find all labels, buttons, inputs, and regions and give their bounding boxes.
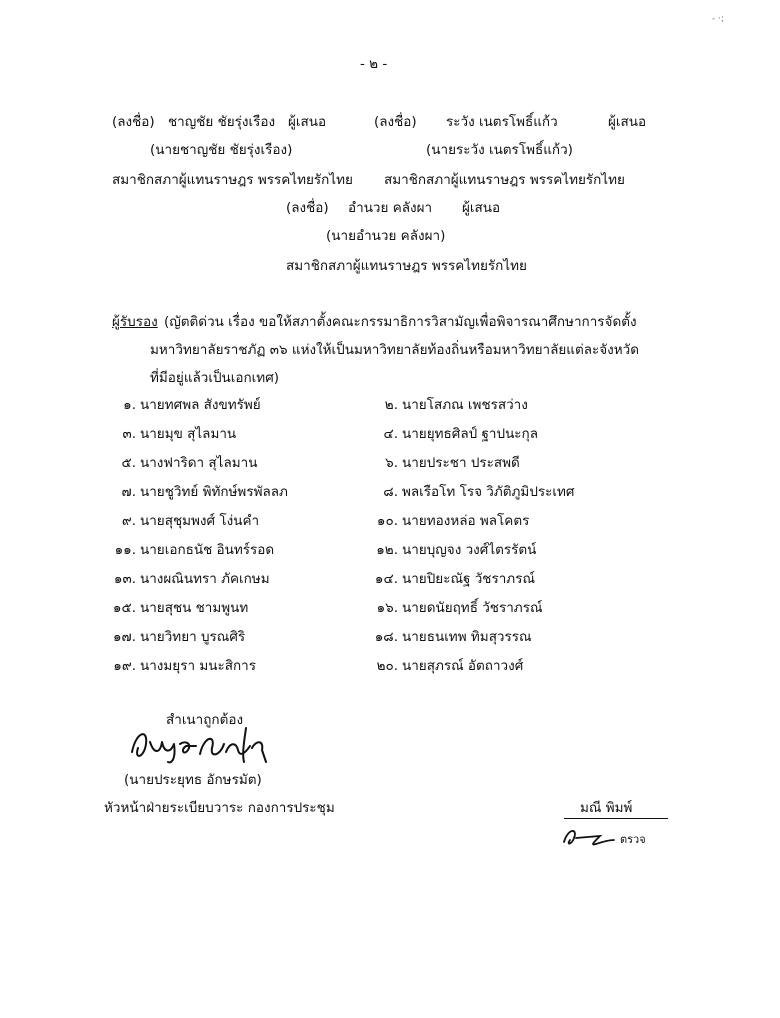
checker-initials: [560, 822, 620, 856]
signature-b-role: ผู้เสนอ: [608, 114, 647, 130]
list-item-name: นายธนเทพ ทิมสุวรรณ: [402, 629, 532, 645]
signature-b-name: ระวัง เนตรโพธิ์แก้ว: [446, 114, 558, 130]
list-item-name: นายเอกธนัช อินทร์รอด: [140, 542, 275, 558]
handwritten-signature: [126, 718, 286, 772]
list-item-number: ๑๙.: [113, 658, 136, 674]
list-item-number: ๑๕.: [112, 600, 136, 616]
signature-a-role: ผู้เสนอ: [288, 114, 327, 130]
list-item: [104, 541, 288, 570]
list-item-name: นายทองหล่อ พลโคตร: [402, 513, 530, 529]
list-item-name: นายปิยะณัฐ วัชราภรณ์: [402, 571, 535, 587]
signature-c-label: (ลงชื่อ): [286, 200, 329, 216]
list-item-number: ๒.: [384, 397, 398, 413]
list-item-name: นายสุภรณ์ อัตถาวงศ์: [402, 658, 524, 674]
list-item-name: นายบุญจง วงศ์ไตรรัตน์: [402, 542, 537, 558]
list-item-number: ๖.: [385, 455, 398, 471]
list-item: [366, 396, 575, 425]
list-item-name: นายประชา ประสพดี: [402, 455, 520, 471]
list-item-name: นายยุทธศิลป์ ฐาปนะกุล: [402, 426, 538, 442]
list-item-number: ๑๑.: [114, 542, 136, 558]
list-item: [104, 396, 288, 425]
list-item: [366, 483, 575, 512]
endorser-list-right: [366, 396, 575, 686]
initials-scribble-icon: [560, 822, 620, 852]
list-item-number: ๙.: [121, 513, 136, 529]
list-item-name: นายวิทยา บูรณศิริ: [140, 629, 246, 645]
signature-scribble-icon: [126, 718, 286, 768]
list-item-number: ๕.: [121, 455, 136, 471]
list-item-number: ๑๗.: [112, 629, 136, 645]
signature-a-name: ชาญชัย ชัยรุ่งเรือง: [168, 114, 276, 130]
list-item-name: นางมยุรา มนะสิการ: [140, 658, 256, 674]
endorser-list-left: [104, 396, 288, 686]
list-item: [104, 425, 288, 454]
list-item-name: นายมุข สุไลมาน: [140, 426, 237, 442]
signature-a-position: สมาชิกสภาผู้แทนราษฎร พรรคไทยรักไทย: [112, 172, 353, 188]
list-item: [104, 657, 288, 686]
list-item: [104, 454, 288, 483]
list-item-name: นายโสภณ เพชรสว่าง: [402, 397, 528, 413]
list-item: [366, 541, 575, 570]
list-item-number: ๑๔.: [374, 571, 398, 587]
signature-b-position: สมาชิกสภาผู้แทนราษฎร พรรคไทยรักไทย: [384, 172, 625, 188]
list-item-name: นายสุชุมพงศ์ โง่นคำ: [140, 513, 260, 529]
list-item: [366, 570, 575, 599]
list-item-number: ๑๒.: [376, 542, 398, 558]
list-item: [366, 628, 575, 657]
checker-label: ตรวจ: [620, 833, 646, 846]
list-item-number: ๑๐.: [376, 513, 398, 529]
endorsement-heading: ผู้รับรอง: [112, 314, 158, 330]
list-item-number: ๑.: [123, 397, 136, 413]
list-item: [366, 657, 575, 686]
list-item: [104, 599, 288, 628]
typist-label: มณี พิมพ์: [580, 800, 633, 816]
list-item: [104, 570, 288, 599]
list-item-name: นายดนัยฤทธิ์ วัชราภรณ์: [402, 600, 543, 616]
list-item-number: ๑๓.: [113, 571, 136, 587]
list-item-number: ๗.: [121, 484, 136, 500]
list-item-name: นางฟาริดา สุไลมาน: [140, 455, 258, 471]
signature-c-full-name: (นายอำนวย คลังผา): [326, 228, 446, 244]
signature-c-position: สมาชิกสภาผู้แทนราษฎร พรรคไทยรักไทย: [286, 258, 527, 274]
signature-b-full-name: (นายระวัง เนตรโพธิ์แก้ว): [426, 142, 573, 158]
list-item: [104, 512, 288, 541]
signature-c-role: ผู้เสนอ: [462, 200, 501, 216]
certifier-name: (นายประยุทธ อักษรมัต): [124, 772, 262, 788]
list-item: [104, 483, 288, 512]
certifier-office: หัวหน้าฝ่ายระเบียบวาระ กองการประชุม: [104, 800, 335, 816]
list-item-name: นายชูวิทย์ พิทักษ์พรพัลลภ: [140, 484, 288, 500]
signature-a-label: (ลงชื่อ): [112, 114, 155, 130]
list-item-number: ๑๖.: [376, 600, 398, 616]
list-item-number: ๓.: [122, 426, 136, 442]
list-item-name: พลเรือโท โรจ วิภัติภูมิประเทศ: [402, 484, 575, 500]
list-item-name: นายสุชน ชามพูนท: [140, 600, 249, 616]
list-item: [366, 454, 575, 483]
list-item-number: ๑๘.: [374, 629, 398, 645]
list-item: [104, 628, 288, 657]
corner-mark: - ·;: [712, 14, 725, 24]
list-item-number: ๘.: [383, 484, 398, 500]
certified-copy-label: สำเนาถูกต้อง: [166, 712, 244, 728]
list-item-name: นางผณินทรา ภัคเกษม: [140, 571, 270, 587]
list-item: [366, 599, 575, 628]
signature-a-full-name: (นายชาญชัย ชัยรุ่งเรือง): [150, 142, 293, 158]
list-item: [366, 425, 575, 454]
motion-line-3: ที่มีอยู่แล้วเป็นเอกเทศ): [150, 370, 280, 386]
list-item: [366, 512, 575, 541]
motion-line-1: (ญัตติด่วน เรื่อง ขอให้สภาตั้งคณะกรรมาธิการวิสามัญเพื่อพิจารณาศึกษาการจัดตั้ง: [164, 314, 637, 330]
motion-line-2: มหาวิทยาลัยราชภัฏ ๓๖ แห่งให้เป็นมหาวิทยาลัยท้องถิ่นหรือมหาวิทยาลัยแต่ละจังหวัด: [150, 342, 640, 358]
signature-b-label: (ลงชื่อ): [374, 114, 417, 130]
list-item-name: นายทศพล สังขทรัพย์: [140, 397, 261, 413]
typist-underline: [564, 818, 668, 819]
list-item-number: ๔.: [383, 426, 398, 442]
list-item-number: ๒๐.: [376, 658, 398, 674]
page-number: - ๒ -: [360, 56, 388, 72]
signature-c-name: อำนวย คลังผา: [348, 200, 433, 216]
